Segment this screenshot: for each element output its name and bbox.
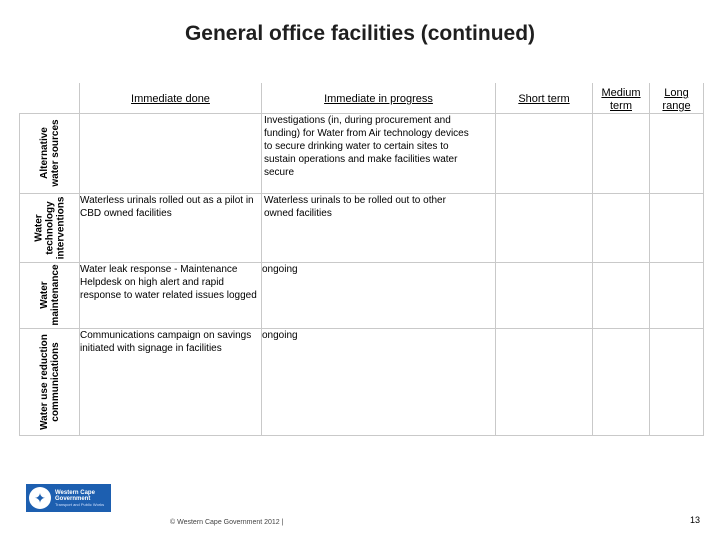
western-cape-government-logo xyxy=(26,484,111,512)
row-label-water-technology-interventions: Water technology interventions xyxy=(20,193,80,262)
cell-immediate-done: Water leak response - Maintenance Helpdesk on high alert and rapid response to water related issues logged xyxy=(80,262,262,328)
cell-immediate-done: Communications campaign on savings initiated with signage in facilities xyxy=(80,328,262,435)
slide-title: General office facilities (continued) xyxy=(184,22,536,45)
cell-immediate-in-progress: ongoing xyxy=(262,262,496,328)
footer-copyright: © Western Cape Government 2012 | xyxy=(170,519,284,526)
facilities-table xyxy=(19,83,704,436)
header-immediate-in-progress: Immediate in progress xyxy=(262,83,496,113)
logo-line3: Transport and Public Works xyxy=(55,501,105,507)
cell-immediate-done: Waterless urinals rolled out as a pilot in CBD owned facilities xyxy=(80,193,262,262)
coat-of-arms-icon: ✦ xyxy=(29,487,51,509)
table-row xyxy=(20,328,704,435)
header-medium-term: Medium term xyxy=(593,83,650,113)
corner-cell xyxy=(20,83,80,113)
logo-line1: Western Cape xyxy=(55,489,95,496)
table-row xyxy=(20,262,704,328)
cell-immediate-in-progress: Waterless urinals to be rolled out to other owned facilities xyxy=(262,193,496,262)
header-immediate-done: Immediate done xyxy=(80,83,262,113)
cell-immediate-in-progress: Investigations (in, during procurement and funding) for Water from Air technology devices to secure drinking water to certain sites to sustain operations and make facilities water secure xyxy=(262,113,496,193)
header-short-term: Short term xyxy=(496,83,593,113)
row-label-water-use-reduction-communications: Water use reduction communications xyxy=(20,328,80,435)
cell-immediate-in-progress: ongoing xyxy=(262,328,496,435)
header-long-range: Long range xyxy=(650,83,704,113)
page-number: 13 xyxy=(690,515,701,525)
cell-immediate-done xyxy=(80,113,262,193)
row-label-alternative-water-sources: Alternative water sources xyxy=(20,113,80,193)
logo-line2: Government xyxy=(55,495,91,502)
table-row xyxy=(20,113,704,193)
table-row xyxy=(20,193,704,262)
row-label-water-maintenance: Water maintenance xyxy=(20,262,80,328)
